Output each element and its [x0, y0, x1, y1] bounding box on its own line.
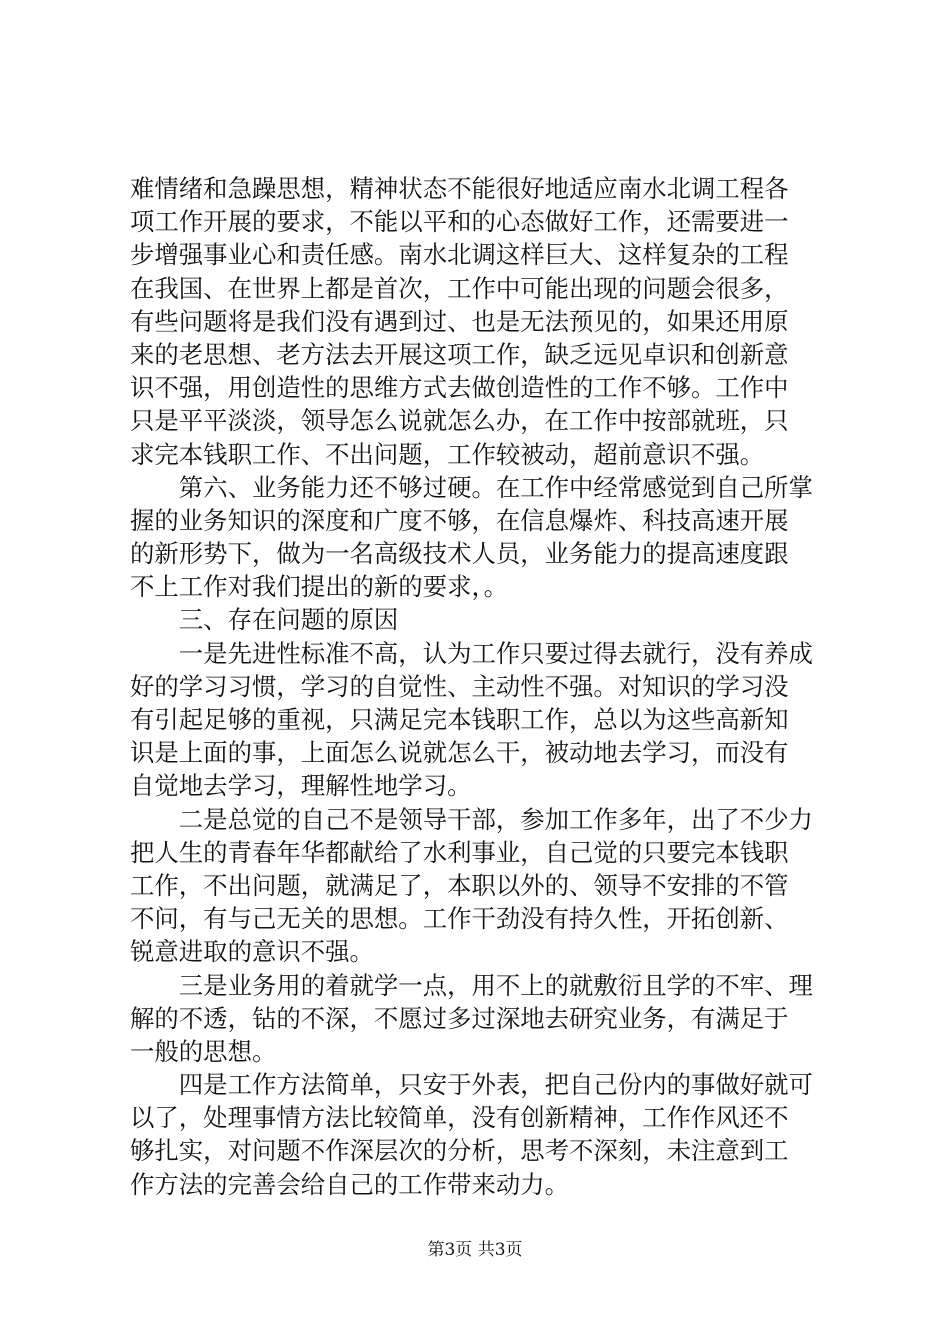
- text-line: 来的老思想、老方法去开展这项工作，缺乏远见卓识和创新意: [130, 339, 789, 369]
- text-line: 解的不透，钻的不深，不愿过多过深地去研究业务，有满足于: [130, 1003, 789, 1033]
- text-line: 步增强事业心和责任感。南水北调这样巨大、这样复杂的工程: [130, 240, 789, 270]
- text-line: 把人生的青春年华都献给了水利事业，自己觉的只要完本钱职: [130, 837, 789, 867]
- text-line: 在我国、在世界上都是首次，工作中可能出现的问题会很多，: [130, 273, 789, 303]
- text-line: 项工作开展的要求，不能以平和的心态做好工作，还需要进一: [130, 207, 789, 237]
- text-line: 好的学习习惯，学习的自觉性、主动性不强。对知识的学习没: [130, 671, 789, 701]
- text-line: 自觉地去学习，理解性地学习。: [130, 771, 472, 801]
- document-body: [130, 172, 830, 1201]
- text-line: 工作，不出问题，就满足了，本职以外的、领导不安排的不管: [130, 870, 789, 900]
- text-line: 二是总觉的自己不是领导干部，参加工作多年，出了不少力: [130, 804, 813, 834]
- section-heading: 三、存在问题的原因: [130, 605, 399, 635]
- text-line: 有引起足够的重视，只满足完本钱职工作，总以为这些高新知: [130, 705, 789, 734]
- text-line: 四是工作方法简单，只安于外表，把自己份内的事做好就可: [130, 1070, 813, 1100]
- text-line: 一般的思想。: [130, 1036, 277, 1066]
- text-line: 锐意进取的意识不强。: [130, 937, 374, 967]
- text-line: 够扎实，对问题不作深层次的分析，思考不深刻，未注意到工: [130, 1136, 789, 1166]
- text-line: 识是上面的事，上面怎么说就怎么干，被动地去学习，而没有: [130, 738, 789, 768]
- text-line: 只是平平淡淡，领导怎么说就怎么办，在工作中按部就班，只: [130, 406, 789, 436]
- text-line: 有些问题将是我们没有遇到过、也是无法预见的，如果还用原: [130, 306, 789, 336]
- text-line: 不上工作对我们提出的新的要求，。: [130, 572, 509, 602]
- text-line: 握的业务知识的深度和广度不够，在信息爆炸、科技高速开展: [130, 505, 789, 535]
- text-line: 识不强，用创造性的思维方式去做创造性的工作不够。工作中: [130, 373, 789, 403]
- text-line: 一是先进性标准不高，认为工作只要过得去就行，没有养成: [130, 638, 813, 668]
- text-line: 求完本钱职工作、不出问题，工作较被动，超前意识不强。: [130, 439, 765, 469]
- text-line: 不问，有与己无关的思想。工作干劲没有持久性，开拓创新、: [130, 904, 789, 934]
- text-line: 以了，处理事情方法比较简单，没有创新精神，工作作风还不: [130, 1103, 789, 1133]
- text-line: 难情绪和急躁思想，精神状态不能很好地适应南水北调工程各: [130, 174, 789, 203]
- page-footer: 第3页 共3页: [427, 1240, 523, 1260]
- text-line: 作方法的完善会给自己的工作带来动力。: [130, 1169, 570, 1199]
- text-line: 三是业务用的着就学一点，用不上的就敷衍且学的不牢、理: [130, 970, 813, 1000]
- text-line: 第六、业务能力还不够过硬。在工作中经常感觉到自己所掌: [130, 472, 813, 502]
- text-line: 的新形势下，做为一名高级技术人员，业务能力的提高速度跟: [130, 539, 789, 569]
